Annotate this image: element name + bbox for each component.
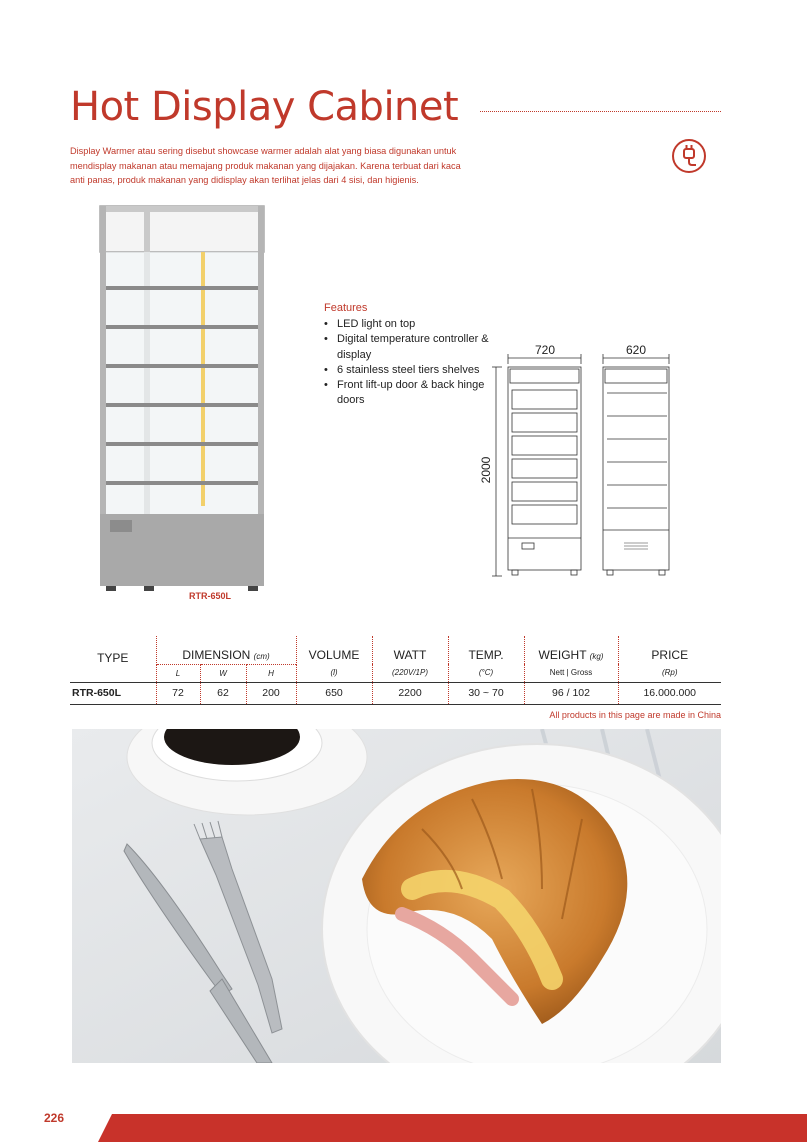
row-price: 16.000.000 (618, 682, 721, 704)
length-subheader: L (156, 664, 200, 682)
technical-drawing (476, 338, 684, 584)
origin-note: All products in this page are made in China (549, 710, 721, 720)
row-length: 72 (156, 682, 200, 704)
row-height: 200 (246, 682, 296, 704)
watt-subheader: (220V/1P) (372, 664, 448, 682)
volume-subheader: (l) (296, 664, 372, 682)
dimension-header: DIMENSION (cm) (156, 636, 296, 664)
weight-subheader: Nett | Gross (524, 664, 618, 682)
temp-subheader: (°C) (448, 664, 524, 682)
row-weight: 96 / 102 (524, 682, 618, 704)
feature-item: • Front lift-up door & back hinge doors (324, 378, 494, 409)
title-divider (480, 111, 721, 112)
table-row (70, 682, 721, 704)
depth-dimension-label: 620 (625, 343, 647, 357)
temp-header: TEMP. (448, 636, 524, 664)
model-caption: RTR-650L (188, 591, 231, 601)
footer-band (98, 1114, 807, 1142)
page-title: Hot Display Cabinet (70, 84, 459, 130)
row-type: RTR-650L (70, 682, 156, 704)
width-subheader: W (200, 664, 246, 682)
height-subheader: H (246, 664, 296, 682)
intro-paragraph: Display Warmer atau sering disebut showcase warmer adalah alat yang biasa digunakan untuk mendisplay makanan atau memajang produk makanan yang dijajakan. Karena terbuat dari kaca anti panas, produk makanan yang didisplay akan terlihat jelas dari 4 sisi, dan higienis. (70, 146, 461, 185)
page-number: 226 (44, 1111, 65, 1125)
price-subheader: (Rp) (618, 664, 721, 682)
weight-header: WEIGHT (kg) (524, 636, 618, 664)
feature-item: • LED light on top (324, 317, 494, 332)
width-dimension-label: 720 (534, 343, 556, 357)
watt-header: WATT (372, 636, 448, 664)
height-dimension-label: 2000 (479, 456, 493, 484)
features-list (324, 302, 494, 409)
row-width: 62 (200, 682, 246, 704)
spec-table (70, 636, 721, 705)
price-header: PRICE (618, 636, 721, 664)
type-header: TYPE (97, 650, 129, 665)
features-title: Features (324, 302, 368, 314)
volume-header: VOLUME (296, 636, 372, 664)
row-volume: 650 (296, 682, 372, 704)
feature-item: • Digital temperature controller & display (324, 332, 494, 363)
croissant-photo (72, 729, 721, 1063)
cabinet-product-image (96, 204, 268, 592)
row-temp: 30 ~ 70 (448, 682, 524, 704)
power-plug-icon (672, 139, 706, 173)
feature-item: • 6 stainless steel tiers shelves (324, 363, 494, 378)
row-watt: 2200 (372, 682, 448, 704)
